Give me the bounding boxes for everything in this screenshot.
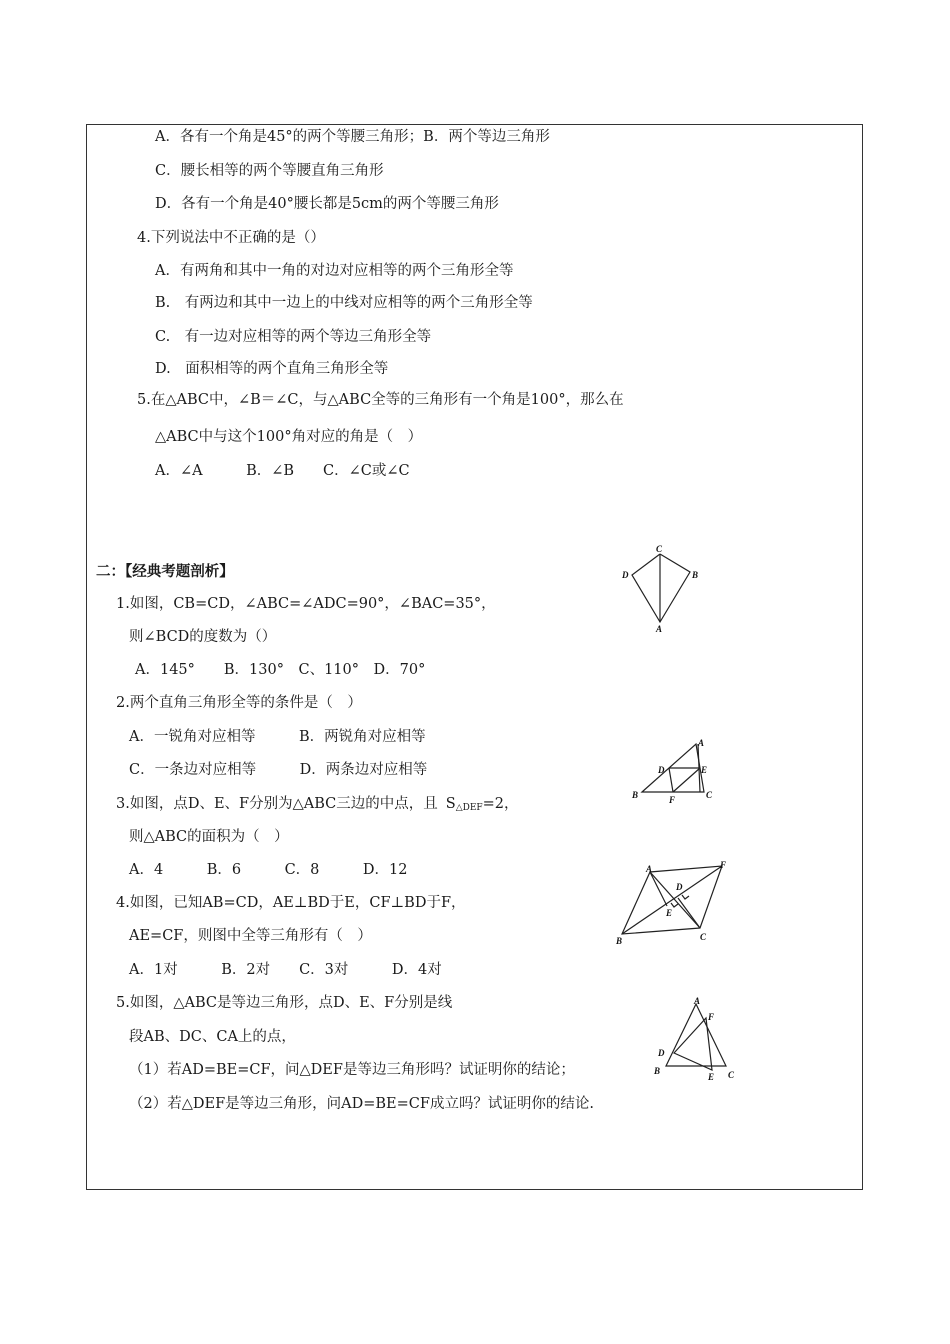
figure-parallelogram	[612, 860, 734, 946]
fig1-label-d: D	[622, 570, 629, 580]
p3-line2: 则△ABC的面积为（ ）	[129, 829, 289, 845]
p2-row2: C．一条边对应相等 D．两条边对应相等	[129, 762, 428, 778]
q4-option-d: D. 面积相等的两个直角三角形全等	[155, 361, 389, 377]
p5-line2: 段AB、DC、CA上的点，	[129, 1029, 296, 1045]
fig3-label-d: F	[720, 860, 727, 870]
p5-sub1: （1）若AD=BE=CF，问△DEF是等边三角形吗？试证明你的结论；	[129, 1062, 575, 1078]
fig1-label-c: C	[656, 544, 663, 554]
figure-midpoint-triangle	[628, 736, 716, 804]
area-subscript: △DEF	[455, 803, 483, 813]
fig1-label-b: B	[692, 570, 699, 580]
q5-line1: 5.在△ABC中，∠B＝∠C，与△ABC全等的三角形有一个角是100°，那么在	[137, 392, 624, 408]
fig3-label-f: D	[676, 882, 683, 892]
fig4-label-a: A	[694, 996, 701, 1006]
fig2-label-d: D	[658, 765, 665, 775]
fig2-label-c: C	[706, 790, 713, 800]
p5-sub2: （2）若△DEF是等边三角形，问AD=BE=CF成立吗？试证明你的结论.	[129, 1096, 595, 1112]
q4-option-b: B. 有两边和其中一边上的中线对应相等的两个三角形全等	[155, 295, 533, 311]
fig4-label-c: C	[728, 1070, 735, 1080]
p4-line2: AE=CF，则图中全等三角形有（ ）	[129, 928, 372, 944]
p2-stem: 2.两个直角三角形全等的条件是（ ）	[116, 695, 362, 711]
p1-options: A．145° B．130° C、110° D．70°	[135, 662, 426, 678]
fig2-label-b: B	[632, 790, 639, 800]
p4-line1: 4.如图，已知AB=CD，AE⊥BD于E，CF⊥BD于F，	[116, 895, 466, 911]
p3-options: A．4 B．6 C．8 D．12	[129, 862, 408, 878]
figure-equilateral	[650, 996, 742, 1082]
q5-options: A．∠A B．∠B C．∠C或∠C	[155, 463, 410, 479]
q5-line2: △ABC中与这个100°角对应的角是（ ）	[155, 429, 423, 445]
fig4-label-e: E	[708, 1072, 715, 1082]
fig4-label-b: B	[654, 1066, 661, 1076]
p3-line1	[116, 794, 519, 818]
q4-stem: 4.下列说法中不正确的是（）	[137, 230, 325, 246]
fig1-label-a: A	[656, 624, 663, 634]
p3-line1-text: 3.如图，点D、E、F分别为△ABC三边的中点，且	[116, 796, 438, 812]
q4-option-a: A．有两角和其中一角的对边对应相等的两个三角形全等	[155, 263, 514, 279]
p4-options: A．1对 B．2对 C．3对 D．4对	[129, 962, 442, 978]
p1-line1: 1.如图，CB=CD，∠ABC=∠ADC=90°，∠BAC=35°，	[116, 596, 496, 612]
fig3-label-e: E	[666, 908, 673, 918]
fig4-label-d: D	[658, 1048, 665, 1058]
p2-row1: A．一锐角对应相等 B．两锐角对应相等	[129, 729, 426, 745]
area-value: =2，	[482, 796, 519, 812]
q3-option-c: C．腰长相等的两个等腰直角三角形	[155, 163, 384, 179]
q4-option-c: C. 有一边对应相等的两个等边三角形全等	[155, 329, 432, 345]
fig3-label-b: B	[616, 936, 623, 946]
p1-line2: 则∠BCD的度数为（）	[129, 629, 277, 645]
fig2-label-f: F	[669, 795, 676, 805]
figure-kite	[612, 542, 712, 634]
fig3-label-a: A	[646, 864, 653, 874]
p5-line1: 5.如图，△ABC是等边三角形，点D、E、F分别是线	[116, 995, 453, 1011]
area-symbol: S	[445, 796, 456, 812]
q3-option-a-b: A．各有一个角是45°的两个等腰三角形；B．两个等边三角形	[155, 129, 550, 145]
fig4-label-f: F	[708, 1012, 715, 1022]
section-title: 二：【经典考题剖析】	[96, 564, 234, 580]
fig3-label-c: C	[700, 932, 707, 942]
fig2-label-e: E	[701, 765, 708, 775]
fig2-label-a: A	[698, 738, 705, 748]
q3-option-d: D．各有一个角是40°腰长都是5cm的两个等腰三角形	[155, 196, 499, 212]
